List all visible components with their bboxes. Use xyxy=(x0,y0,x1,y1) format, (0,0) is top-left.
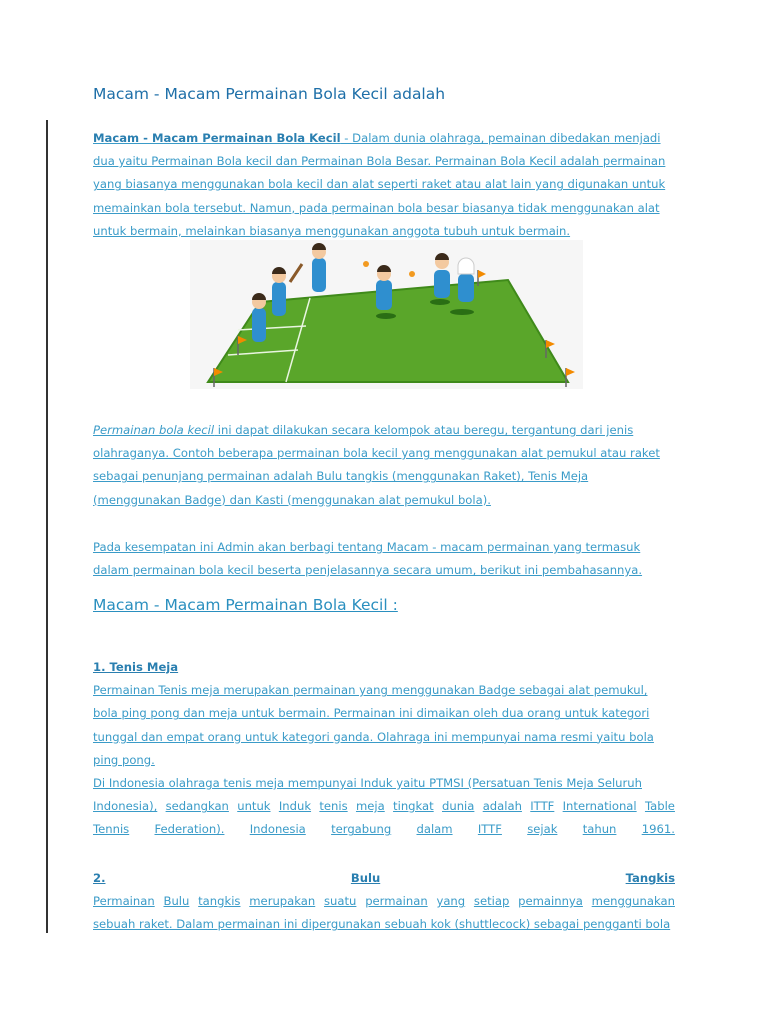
item-1-line: Permainan Tenis meja merupakan permainan yang menggunakan Badge sebagai alat pemukul, xyxy=(93,683,648,698)
item-2-heading[interactable] xyxy=(93,867,675,890)
item-1-line: ping pong. xyxy=(93,752,155,767)
para2-line: sebagai penunjang permainan adalah Bulu tangkis (menggunakan Raket), Tenis Meja xyxy=(93,469,589,484)
para2-line: olahraganya. Contoh beberapa permainan bola kecil yang menggunakan alat pemukul atau raket xyxy=(93,446,660,461)
word: Indonesia), xyxy=(93,799,158,814)
para2-line: (menggunakan Badge) dan Kasti (menggunakan alat pemukul bola). xyxy=(93,492,491,507)
word: merupakan xyxy=(249,894,316,909)
page-title: Macam - Macam Permainan Bola Kecil adalah xyxy=(93,85,446,103)
intro-line: dua yaitu Permainan Bola kecil dan Permainan Bola Besar. Permainan Bola Kecil adalah permainan xyxy=(93,154,666,169)
italic-term[interactable]: Permainan bola kecil xyxy=(93,423,215,437)
intro-paragraph xyxy=(93,127,675,243)
word: Bulu xyxy=(350,871,381,885)
word: permainan xyxy=(365,894,428,909)
word: Table xyxy=(644,799,675,814)
word: ITTF xyxy=(530,799,555,814)
paragraph-2 xyxy=(93,419,675,512)
word: sejak xyxy=(527,822,558,837)
word: tingkat xyxy=(393,799,434,814)
item-1-line: bola ping pong dan meja untuk bermain. Permainan ini dimaikan oleh dua orang untuk kategori xyxy=(93,706,650,721)
word: dunia xyxy=(442,799,475,814)
word: Federation). xyxy=(154,822,225,837)
word: untuk xyxy=(237,799,271,814)
para3-line: Pada kesempatan ini Admin akan berbagi tentang Macam - macam permainan yang termasuk xyxy=(93,540,641,554)
para3-line: dalam permainan bola kecil beserta penjelasannya secara umum, berikut ini pembahasannya. xyxy=(93,563,643,578)
intro-lead-link[interactable]: Macam - Macam Permainan Bola Kecil xyxy=(93,131,341,145)
word: menggunakan xyxy=(591,894,675,909)
intro-line: yang biasanya menggunakan bola kecil dan alat seperti raket atau alat lain yang digunakan untuk xyxy=(93,177,666,192)
word: dalam xyxy=(416,822,453,837)
word: Bulu xyxy=(163,894,190,909)
word: adalah xyxy=(482,799,522,814)
intro-line: untuk bermain, melainkan biasanya menggunakan anggota tubuh untuk bermain. xyxy=(93,223,571,238)
word: ITTF xyxy=(477,822,502,837)
word: tergabung xyxy=(331,822,392,837)
word: suatu xyxy=(324,894,357,909)
word: setiap xyxy=(473,894,510,909)
word: International xyxy=(562,799,637,814)
section-heading: Macam - Macam Permainan Bola Kecil : xyxy=(93,596,398,614)
word: Induk xyxy=(278,799,312,814)
word: 2. xyxy=(93,871,106,885)
word: Tangkis xyxy=(625,871,675,885)
item-1-line: tunggal dan empat orang untuk kategori ganda. Olahraga ini mempunyai nama resmi yaitu bola xyxy=(93,729,654,744)
word: yang xyxy=(436,894,466,909)
word: Permainan xyxy=(93,894,155,909)
word: Tennis xyxy=(93,822,130,837)
word: Indonesia xyxy=(249,822,306,837)
word: meja xyxy=(355,799,385,814)
word: sedangkan xyxy=(165,799,229,814)
item-1-line-justified xyxy=(93,818,675,841)
item-1-line-justified xyxy=(93,795,675,818)
word: tenis xyxy=(319,799,348,814)
item-1 xyxy=(93,656,675,842)
item-1-line: Di Indonesia olahraga tenis meja mempunyai Induk yaitu PTMSI (Persatuan Tenis Meja Seluruh xyxy=(93,776,642,791)
field-illustration xyxy=(190,240,583,389)
item-1-heading[interactable]: 1. Tenis Meja xyxy=(93,660,179,674)
para2-line: ini dapat dilakukan secara kelompok atau beregu, tergantung dari jenis xyxy=(214,423,634,437)
intro-line: - Dalam dunia olahraga, pemainan dibedakan menjadi xyxy=(340,131,661,145)
word: tahun xyxy=(582,822,617,837)
intro-line: memainkan bola tersebut. Namun, pada permainan bola besar biasanya tidak menggunakan alat xyxy=(93,200,660,215)
word: pemainnya xyxy=(518,894,583,909)
item-2-line: sebuah raket. Dalam permainan ini dipergunakan sebuah kok (shuttlecock) sebagai pengganti bola xyxy=(93,917,671,932)
left-border-line xyxy=(46,120,48,933)
word: 1961. xyxy=(641,822,675,837)
item-2 xyxy=(93,867,675,937)
paragraph-3 xyxy=(93,536,675,582)
word: tangkis xyxy=(198,894,241,909)
item-2-line-justified xyxy=(93,890,675,913)
